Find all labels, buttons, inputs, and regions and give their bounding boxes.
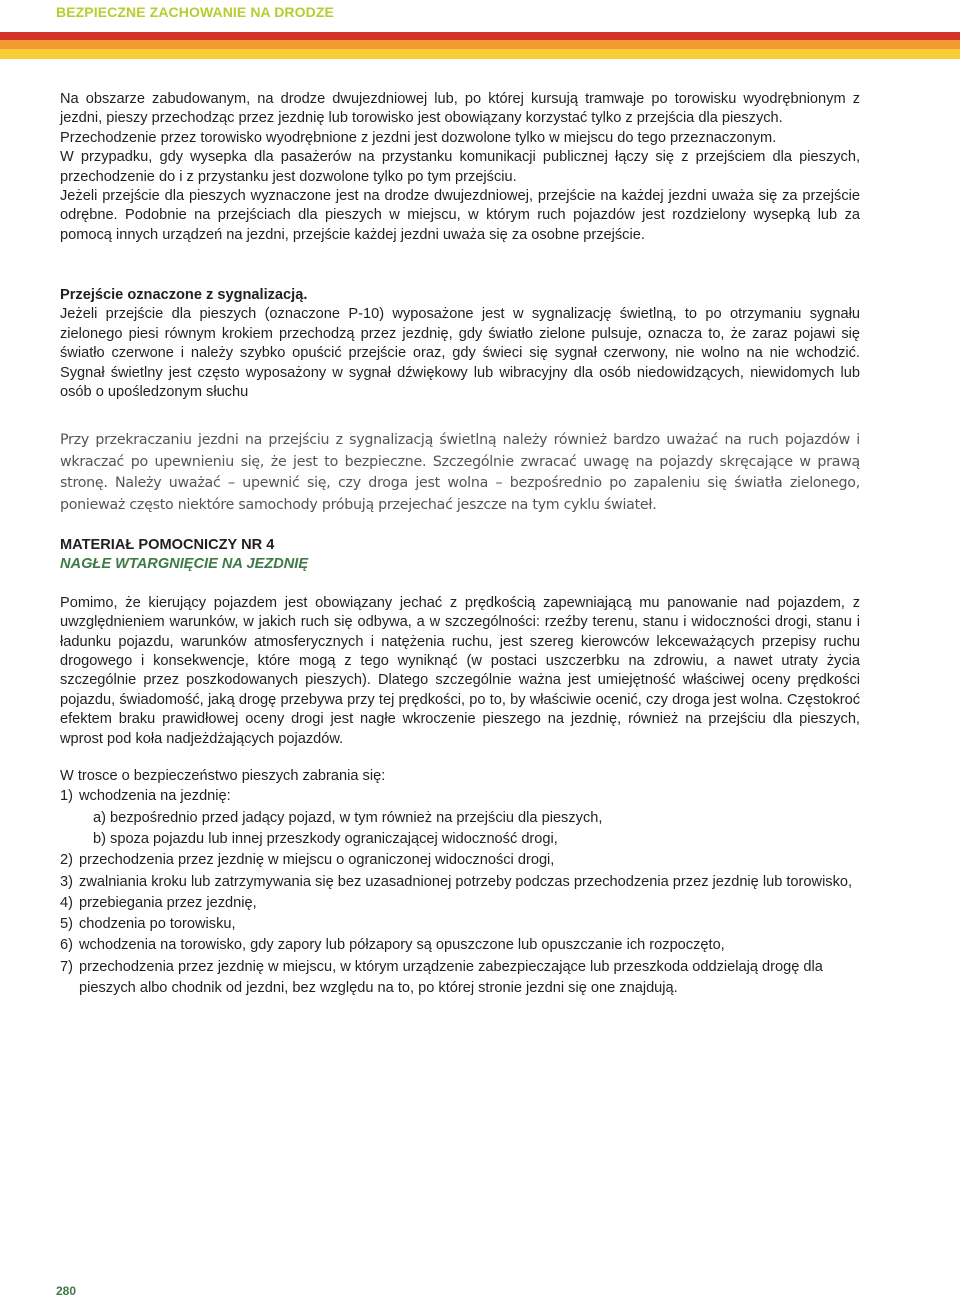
material-subheading: NAGŁE WTARGNIĘCIE NA JEZDNIĘ [60,556,309,573]
list-text: przebiegania przez jezdnię, [79,894,257,911]
page-number: 280 [56,1284,77,1298]
rules-list [60,786,860,999]
list-number: 3) [60,873,73,890]
signal-heading: Przejście oznaczone z sygnalizacją. [60,287,308,303]
rules-list-item [60,957,860,1000]
rules-section [60,767,860,999]
rules-list-item [60,935,860,956]
intro-paragraph-4: Jeżeli przejście dla pieszych wyznaczone jest na drodze dwujezdniowej, przejście na każdej jezdni uważa się za przejście odrębne. Podobnie na przejściach dla pieszych w miejscu, w którym ruch pojazdów jest rozdzielony wysepką lub za pomocą innych urządzeń na jezdni, przejście każdej jezdni uważa się za osobne przejście. [60,188,860,243]
rules-list-item [60,786,860,850]
list-number: 4) [60,894,73,911]
header-band-orange [0,40,960,49]
warning-section [60,430,860,516]
list-number: 7) [60,958,73,975]
list-number: 1) [60,788,73,805]
intro-paragraph-2: Przechodzenie przez torowisko wyodrębnione z jezdni jest dozwolone tylko w miejscu do tego przeznaczonym. [60,129,777,146]
rules-subitem: a) bezpośrednio przed jadący pojazd, w tym również na przejściu dla pieszych, [93,809,603,826]
warning-paragraph: Przy przekraczaniu jezdni na przejściu z sygnalizacją świetlną należy również bardzo uważać na ruch pojazdów i wkraczać po upewnieniu się, że jest to bezpieczne. Szczególnie zwracać uwagę na pojazdy skręcające w prawą stronę. Należy uważać – upewnić się, czy droga jest wolna – bezpośrednio po zapaleniu się światła zielonego, ponieważ często niektóre samochody próbują przejechać jeszcze na tym cyklu świateł. [60,432,860,513]
header-band-red [0,32,960,40]
rules-subitem: b) spoza pojazdu lub innej przeszkody ograniczającej widoczność drogi, [93,831,558,847]
list-text: wchodzenia na torowisko, gdy zapory lub półzapory są opuszczone lub opuszczanie ich rozpoczęto, [79,937,725,954]
signal-paragraph: Jeżeli przejście dla pieszych (oznaczone P-10) wyposażone jest w sygnalizację świetlną, to po otrzymaniu sygnału zielonego piesi równym krokiem przechodzą przez jezdnię, gdy światło zielone pulsuje, oznacza to, że zaraz pojawi się światło czerwone i należy szybko opuścić przejście oraz, gdy świeci się sygnał czerwony, nie wolno na nie wchodzić. Sygnał świetlny jest często wyposażony w sygnał dźwiękowy lub wibracyjny dla osób niedowidzących, niewidomych lub osób o upośledzonym słuchu [60,306,860,401]
material-paragraph: Pomimo, że kierujący pojazdem jest obowiązany jechać z prędkością zapewniającą mu panowanie nad pojazdem, z uwzględnieniem warunków, w jakich ruch się odbywa, a w szczególności: rzeźby terenu, stanu i widoczności drogi, stanu i ładunku pojazdu, warunków atmosferycznych i natężenia ruchu, jest szereg kierowców lekceważących przepisy ruchu drogowego i konsekwencje, które mogą z tego wyniknąć (w postaci uszczerbku na zdrowiu, a nawet utraty życia szczególnie przez poszkodowanych pieszych). Dlatego szczególnie ważna jest umiejętność właściwej oceny prędkości pojazdu, świadomość, jaką drogę przebywa przy tej prędkości, po to, by właściwie ocenić, czy droga jest wolna. Częstokroć efektem braku prawidłowej oceny drogi jest nagłe wkroczenie pieszego na jezdnię, również na przejściu dla pieszych, wprost pod koła nadjeżdżających pojazdów. [60,594,860,747]
list-text: przechodzenia przez jezdnię w miejscu o ograniczonej widoczności drogi, [79,852,555,869]
rules-list-item [60,872,860,893]
signal-section [60,286,860,402]
intro-section [60,90,860,245]
running-header-title: BEZPIECZNE ZACHOWANIE NA DRODZE [56,4,334,20]
intro-paragraph-1: Na obszarze zabudowanym, na drodze dwujezdniowej lub, po której kursują tramwaje po torowisku wyodrębnionym z jezdni, pieszy przechodząc przez jezdnię lub torowisko jest obowiązany korzystać tylko z przejścia dla pieszych. [60,91,860,127]
list-text: zwalniania kroku lub zatrzymywania się bez uzasadnionej potrzeby podczas przechodzenia przez jezdnię lub torowisko, [79,873,853,890]
rules-list-item [60,850,860,871]
rules-list-item [60,914,860,935]
intro-paragraph-3: W przypadku, gdy wysepka dla pasażerów na przystanku komunikacji publicznej łączy się z przejściem dla pieszych, przechodzenie do i z przystanku jest dozwolone tylko po tym przejściu. [60,149,860,185]
list-number: 2) [60,852,73,869]
material-section [60,536,860,749]
list-text: wchodzenia na jezdnię: [79,788,231,805]
rules-intro: W trosce o bezpieczeństwo pieszych zabrania się: [60,768,386,784]
header-band-yellow [0,49,960,59]
list-number: 5) [60,916,73,933]
list-text: chodzenia po torowisku, [79,916,236,933]
material-heading: MATERIAŁ POMOCNICZY NR 4 [60,537,275,553]
list-text: przechodzenia przez jezdnię w miejscu, w którym urządzenie zabezpieczające lub przeszkoda oddzielają drogę dla pieszych albo chodnik od jezdni, bez względu na to, po której stronie jezdni się one znajdują. [79,958,823,997]
rules-list-item [60,893,860,914]
rules-sublist [79,808,860,851]
list-number: 6) [60,937,73,954]
